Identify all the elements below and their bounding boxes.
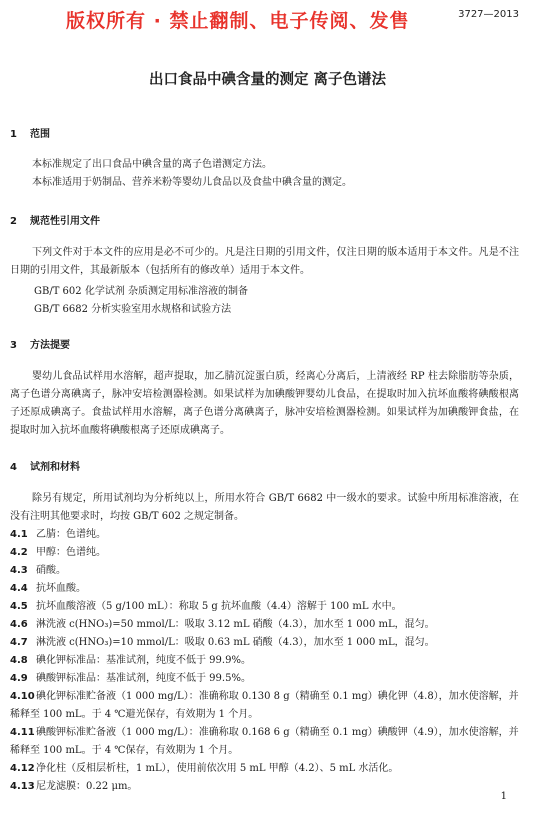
item-text: 碘化钾标准品：基准试剂，纯度不低于 99.9%。 — [36, 655, 251, 666]
list-item — [10, 688, 519, 724]
section-1-heading — [10, 125, 50, 140]
item-number: 4.8 — [10, 655, 28, 666]
item-number: 4.6 — [10, 619, 28, 630]
section-2-heading — [10, 212, 100, 227]
paragraph: 本标准适用于奶制品、营养米粉等婴幼儿食品以及食盐中碘含量的测定。 — [32, 177, 352, 188]
section-title: 试剂和材料 — [30, 462, 80, 473]
paragraph: 下列文件对于本文件的应用是必不可少的。凡是注日期的引用文件，仅注日期的版本适用于本文件。凡是不注日期的引用文件，其最新版本（包括所有的修改单）适用于本文件。 — [10, 247, 519, 276]
reference-item: GB/T 602 化学试剂 杂质测定用标准溶液的制备 — [34, 286, 248, 297]
reference-item: GB/T 6682 分析实验室用水规格和试验方法 — [34, 304, 232, 315]
list-item — [10, 562, 519, 580]
section-3-heading — [10, 336, 70, 351]
item-text: 淋洗液 c(HNO₃)=10 mmol/L：吸取 0.63 mL 硝酸（4.3），加水至 1 000 mL，混匀。 — [36, 637, 435, 648]
list-item — [10, 670, 519, 688]
document-title: 出口食品中碘含量的测定 离子色谱法 — [148, 72, 387, 88]
item-number: 4.2 — [10, 547, 28, 558]
section-title: 方法提要 — [30, 340, 70, 351]
list-item — [10, 616, 519, 634]
list-item — [10, 778, 519, 796]
item-text: 抗坏血酸。 — [36, 583, 86, 594]
item-number: 4.5 — [10, 601, 28, 612]
item-text: 碘酸钾标准品：基准试剂，纯度不低于 99.5%。 — [36, 673, 251, 684]
list-item — [10, 652, 519, 670]
item-number: 4.7 — [10, 637, 28, 648]
list-item — [10, 598, 519, 616]
section-title: 范围 — [30, 129, 50, 140]
item-text: 尼龙滤膜：0.22 μm。 — [36, 781, 138, 792]
paragraph: 除另有规定，所用试剂均为分析纯以上，所用水符合 GB/T 6682 中一级水的要求。试验中所用标准溶液，在没有注明其他要求时，均按 GB/T 602 之规定制备。 — [10, 493, 519, 522]
paragraph: 婴幼儿食品试样用水溶解，超声提取，加乙腈沉淀蛋白质，经离心分离后，上清液经 RP 柱去除脂肪等杂质，离子色谱分离碘离子，脉冲安培检测器检测。如果试样为加碘酸钾婴幼儿食品，在提取时加入抗坏血酸将碘酸根离子还原成碘离子。食盐试样用水溶解，离子色谱分离碘离子，脉冲安培检测器检测。如果试样为加碘酸钾食盐，在提取时加入抗坏血酸将碘酸根离子还原成碘离子。 — [10, 371, 519, 436]
item-number: 4.12 — [10, 763, 35, 774]
item-number: 4.1 — [10, 529, 28, 540]
item-number: 4.10 — [10, 691, 35, 702]
list-item — [10, 760, 519, 778]
item-number: 4.11 — [10, 727, 35, 738]
standard-number: 3727—2013 — [458, 9, 519, 20]
list-item — [10, 526, 519, 544]
list-item — [10, 724, 519, 760]
section-number: 1 — [10, 129, 17, 140]
paragraph: 本标准规定了出口食品中碘含量的离子色谱测定方法。 — [32, 159, 272, 170]
item-text: 碘酸钾标准贮备液（1 000 mg/L）：准确称取 0.168 6 g（精确至 0.1 mg）碘酸钾（4.9），加水使溶解，并稀释至 100 mL。于 4 ℃保存，有效期为 1 个月。 — [10, 727, 519, 756]
item-number: 4.13 — [10, 781, 35, 792]
list-item — [10, 544, 519, 562]
item-text: 乙腈：色谱纯。 — [36, 529, 106, 540]
section-number: 3 — [10, 340, 17, 351]
item-text: 净化柱（反相层析柱，1 mL），使用前依次用 5 mL 甲醇（4.2）、5 mL 水活化。 — [36, 763, 399, 774]
item-number: 4.9 — [10, 673, 28, 684]
item-text: 硝酸。 — [36, 565, 66, 576]
section-number: 4 — [10, 462, 17, 473]
section-number: 2 — [10, 216, 17, 227]
item-number: 4.4 — [10, 583, 28, 594]
item-text: 碘化钾标准贮备液（1 000 mg/L）：准确称取 0.130 8 g（精确至 0.1 mg）碘化钾（4.8），加水使溶解，并稀释至 100 mL。于 4 ℃避光保存，有效期为 1 个月。 — [10, 691, 519, 720]
item-text: 抗坏血酸溶液（5 g/100 mL）：称取 5 g 抗坏血酸（4.4）溶解于 100 mL 水中。 — [36, 601, 402, 612]
section-4-heading — [10, 458, 80, 473]
copyright-watermark: 版权所有 · 禁止翻制、电子传阅、发售 — [66, 10, 410, 32]
item-text: 淋洗液 c(HNO₃)=50 mmol/L：吸取 3.12 mL 硝酸（4.3），加水至 1 000 mL，混匀。 — [36, 619, 435, 630]
list-item — [10, 580, 519, 598]
page-number: 1 — [500, 791, 507, 802]
list-item — [10, 634, 519, 652]
item-number: 4.3 — [10, 565, 28, 576]
section-title: 规范性引用文件 — [30, 216, 100, 227]
item-text: 甲醇：色谱纯。 — [36, 547, 106, 558]
